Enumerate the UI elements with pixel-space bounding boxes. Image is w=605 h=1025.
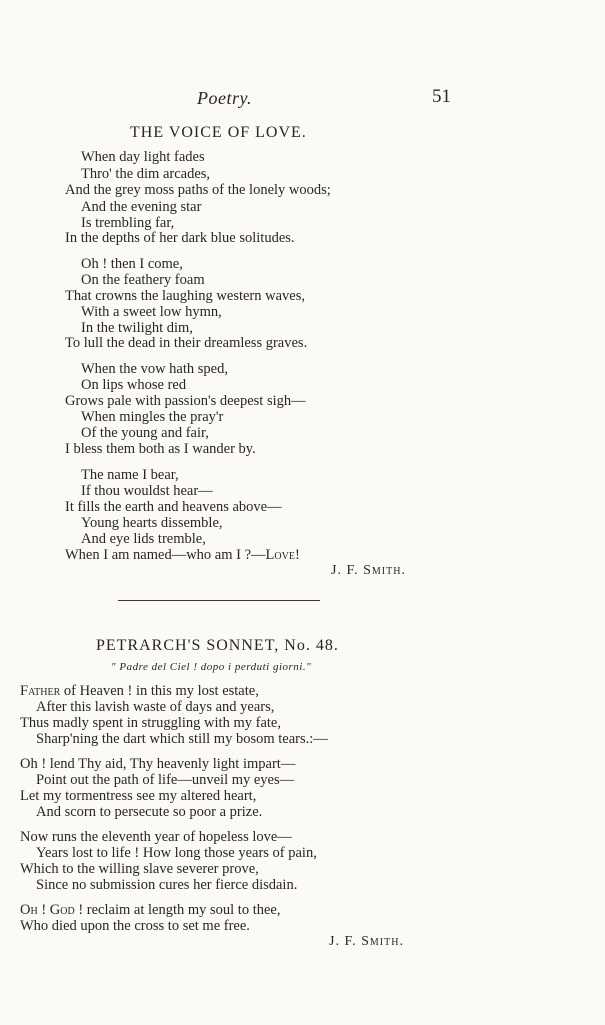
sonnet-line: Oh ! lend Thy aid, Thy heavenly light impart— xyxy=(20,756,296,772)
poem-line: When day light fades xyxy=(81,149,205,165)
signature xyxy=(329,934,404,950)
line-text: ! reclaim at length my soul to thee, xyxy=(74,902,281,918)
sonnet-line: And scorn to persecute so poor a prize. xyxy=(36,804,263,820)
poem-line: To lull the dead in their dreamless graves. xyxy=(65,335,308,351)
poem-title-petrarch-sonnet: PETRARCH'S SONNET, No. 48. xyxy=(96,637,339,654)
poem-line: The name I bear, xyxy=(81,467,179,483)
poem-line: On lips whose red xyxy=(81,377,187,393)
running-head: Poetry. xyxy=(197,88,252,108)
poem-line: Oh ! then I come, xyxy=(81,256,183,272)
signature xyxy=(331,563,406,579)
section-divider xyxy=(118,600,320,601)
sonnet-line: Years lost to life ! How long those years of pain, xyxy=(36,845,317,861)
sonnet-line-couplet-first xyxy=(20,903,280,918)
line-text: When I am named—who am I ?— xyxy=(65,547,266,563)
sonnet-line: Point out the path of life—unveil my eyes— xyxy=(36,772,295,788)
poem-line: And eye lids tremble, xyxy=(81,531,206,547)
signature-initials: J. F. xyxy=(329,934,357,949)
signature-initials: J. F. xyxy=(331,563,359,578)
poem-line: In the twilight dim, xyxy=(81,320,193,336)
epigraph: " Padre del Ciel ! dopo i perduti giorni." xyxy=(111,661,312,673)
sonnet-line: Thus madly spent in struggling with my fate, xyxy=(20,715,281,731)
line-text: ! xyxy=(37,902,50,918)
page-number: 51 xyxy=(432,86,451,107)
signature-surname: Smith. xyxy=(363,563,406,578)
poem-line-last xyxy=(65,548,300,563)
poem-line: When the vow hath sped, xyxy=(81,361,228,377)
poem-line: When mingles the pray'r xyxy=(81,409,224,425)
small-caps-word: Oh xyxy=(20,902,38,918)
poem-line: And the evening star xyxy=(81,199,202,215)
poem-line: On the feathery foam xyxy=(81,272,205,288)
poem-title-voice-of-love: THE VOICE OF LOVE. xyxy=(130,124,307,141)
poem-line: It fills the earth and heavens above— xyxy=(65,499,282,515)
poem-line: Grows pale with passion's deepest sigh— xyxy=(65,393,306,409)
line-text: ! xyxy=(294,547,300,563)
poem-line: I bless them both as I wander by. xyxy=(65,441,256,457)
sonnet-line: Let my tormentress see my altered heart, xyxy=(20,788,257,804)
sonnet-line: Sharp'ning the dart which still my bosom tears.:— xyxy=(36,731,328,747)
sonnet-line: After this lavish waste of days and years, xyxy=(36,699,275,715)
poem-line: Of the young and fair, xyxy=(81,425,209,441)
poem-line: That crowns the laughing western waves, xyxy=(65,288,305,304)
sonnet-line: Now runs the eleventh year of hopeless love— xyxy=(20,829,292,845)
small-caps-word: God xyxy=(49,902,75,918)
signature-surname: Smith. xyxy=(361,934,404,949)
small-caps-word: Father xyxy=(20,683,61,699)
poem-line: In the depths of her dark blue solitudes. xyxy=(65,230,295,246)
sonnet-line: Who died upon the cross to set me free. xyxy=(20,918,250,934)
poem-line: With a sweet low hymn, xyxy=(81,304,222,320)
sonnet-line: Which to the willing slave severer prove, xyxy=(20,861,259,877)
poem-line: And the grey moss paths of the lonely woods; xyxy=(65,182,331,198)
line-text: of Heaven ! in this my lost estate, xyxy=(60,683,259,699)
small-caps-word: Love xyxy=(265,547,295,563)
poem-line: If thou wouldst hear— xyxy=(81,483,213,499)
poem-line: Young hearts dissemble, xyxy=(81,515,223,531)
sonnet-line-first xyxy=(20,684,259,699)
sonnet-line: Since no submission cures her fierce disdain. xyxy=(36,877,298,893)
poem-line: Thro' the dim arcades, xyxy=(81,166,211,182)
poem-line: Is trembling far, xyxy=(81,215,175,231)
